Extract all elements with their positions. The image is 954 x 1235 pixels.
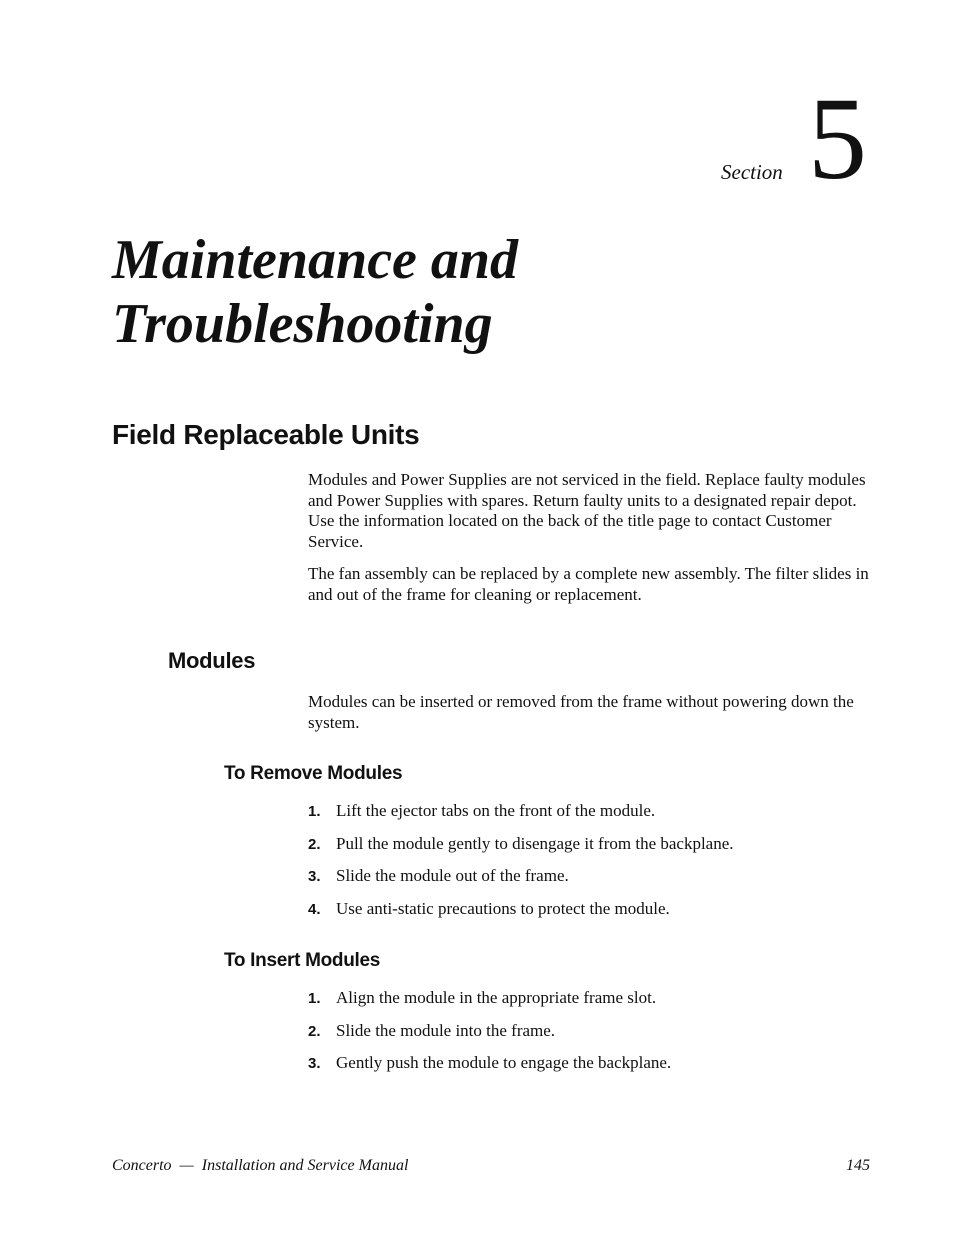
step-number: 2. [308,836,321,853]
field-replaceable-units-paragraph-2: The fan assembly can be replaced by a complete new assembly. The filter slides in and out of the frame for cleaning or replacement. [308,564,869,604]
field-replaceable-units-heading: Field Replaceable Units [112,419,420,450]
step-text: Slide the module into the frame. [336,1021,556,1040]
remove-step [308,866,870,887]
field-replaceable-units-paragraph-1: Modules and Power Supplies are not serviced in the field. Replace faulty modules and Power Supplies with spares. Return faulty units to a designated repair depot. Use the information located on the back of the title page to contact Customer Service. [308,470,866,551]
step-text: Use anti-static precautions to protect the module. [336,899,670,918]
step-number: 3. [308,1055,321,1072]
section-number: 5 [808,73,867,204]
chapter-title [112,228,518,356]
step-text: Lift the ejector tabs on the front of the module. [336,801,656,820]
footer-page-number: 145 [846,1157,870,1174]
insert-step [308,988,870,1009]
chapter-title-line-2: Troubleshooting [112,293,493,355]
step-number: 1. [308,803,321,820]
step-text: Pull the module gently to disengage it from the backplane. [336,834,734,853]
remove-step [308,801,870,822]
remove-modules-heading: To Remove Modules [224,763,403,784]
step-number: 4. [308,901,321,918]
modules-paragraph: Modules can be inserted or removed from the frame without powering down the system. [308,692,854,732]
step-text: Align the module in the appropriate frame slot. [336,988,657,1007]
modules-heading: Modules [168,648,256,673]
step-text: Gently push the module to engage the backplane. [336,1053,672,1072]
insert-modules-heading: To Insert Modules [224,950,381,971]
step-text: Slide the module out of the frame. [336,866,569,885]
remove-step [308,834,870,855]
step-number: 1. [308,990,321,1007]
step-number: 3. [308,868,321,885]
chapter-title-line-1: Maintenance and [112,229,519,291]
remove-step [308,899,870,920]
insert-step [308,1053,870,1074]
step-number: 2. [308,1023,321,1040]
insert-step [308,1021,870,1042]
footer-manual-title: Concerto — Installation and Service Manual [112,1157,409,1174]
section-label: Section [721,160,783,184]
